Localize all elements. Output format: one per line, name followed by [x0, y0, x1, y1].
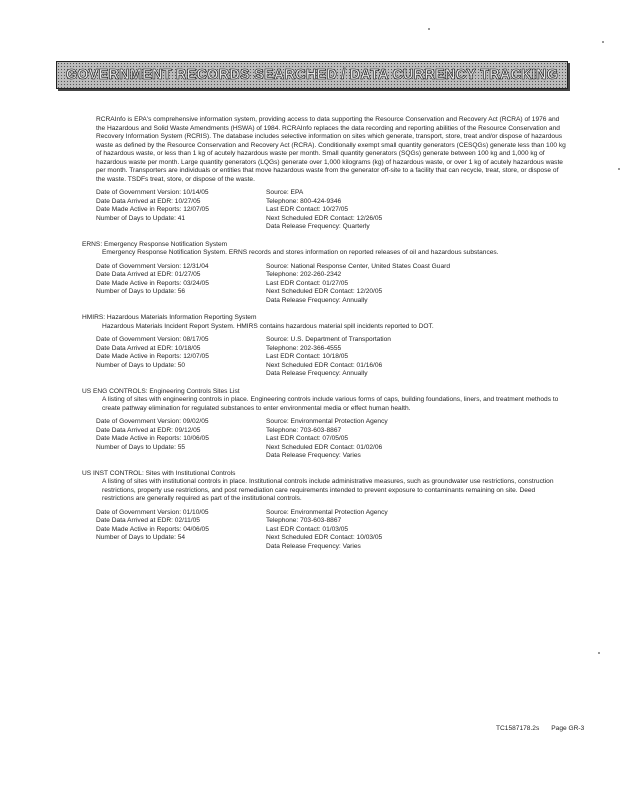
- last-contact: Last EDR Contact: 01/27/05: [266, 279, 349, 287]
- page-footer: [496, 725, 584, 732]
- rcra-source: [266, 189, 566, 232]
- hmirs-heading: HMIRS: Hazardous Materials Information Reporting System: [82, 314, 257, 321]
- last-contact: Last EDR Contact: 10/18/05: [266, 353, 349, 360]
- next-contact: Next Scheduled EDR Contact: 12/26/05: [266, 214, 383, 222]
- erns-heading: ERNS: Emergency Response Notification System: [82, 240, 228, 248]
- date-arrived: Date Data Arrived at EDR: 09/12/05: [96, 426, 201, 434]
- scan-speck: [428, 28, 430, 30]
- us-eng-heading: US ENG CONTROLS: Engineering Controls Sites List: [82, 387, 240, 395]
- erns-section: [82, 240, 566, 306]
- release-frequency: Data Release Frequency: Varies: [266, 542, 361, 550]
- release-frequency: Data Release Frequency: Annually: [266, 296, 368, 304]
- telephone: Telephone: 202-260-2342: [266, 271, 342, 278]
- date-active: Date Made Active in Reports: 12/07/05: [96, 353, 209, 360]
- next-contact: Next Scheduled EDR Contact: 01/02/06: [266, 443, 383, 451]
- hmirs-source: [266, 336, 566, 379]
- us-eng-meta: [96, 418, 566, 461]
- date-arrived: Date Data Arrived at EDR: 02/11/05: [96, 517, 200, 524]
- banner-title: GOVERNMENT RECORDS SEARCHED / DATA CURRENCY TRACKING: [65, 67, 559, 83]
- page-number: Page GR-3: [551, 725, 585, 732]
- days-to-update: Number of Days to Update: 50: [96, 361, 186, 369]
- source: Source: National Response Center, United States Coast Guard: [266, 262, 450, 270]
- rcra-dates: [96, 189, 266, 232]
- rcra-section: [96, 116, 566, 232]
- release-frequency: Data Release Frequency: Varies: [266, 452, 361, 459]
- report-id: TC1587178.2s: [496, 725, 540, 732]
- telephone: Telephone: 202-366-4555: [266, 344, 342, 352]
- source: Source: EPA: [266, 189, 304, 196]
- date-arrived: Date Data Arrived at EDR: 01/27/05: [96, 271, 201, 278]
- next-contact: Next Scheduled EDR Contact: 10/03/05: [266, 534, 383, 541]
- government-version: Date of Government Version: 01/10/05: [96, 508, 209, 516]
- hmirs-meta: [96, 336, 566, 379]
- government-version: Date of Government Version: 12/31/04: [96, 262, 209, 270]
- next-contact: Next Scheduled EDR Contact: 01/16/06: [266, 361, 383, 369]
- source: Source: U.S. Department of Transportation: [266, 336, 391, 343]
- telephone: Telephone: 800-424-9346: [266, 197, 342, 205]
- source: Source: Environmental Protection Agency: [266, 418, 388, 425]
- days-to-update: Number of Days to Update: 56: [96, 288, 186, 295]
- date-active: Date Made Active in Reports: 10/06/05: [96, 435, 209, 442]
- government-version: Date of Government Version: 08/17/05: [96, 336, 209, 343]
- days-to-update: Number of Days to Update: 54: [96, 534, 186, 541]
- us-eng-dates: [96, 418, 266, 461]
- date-arrived: Date Data Arrived at EDR: 10/27/05: [96, 197, 201, 205]
- scan-speck: [618, 168, 620, 170]
- rcra-description: RCRAInfo is EPA's comprehensive information system, providing access to data supporting the Resource Conservation and Recovery Act (RCRA) of 1976 and the Hazardous and Solid Waste Amendments (HSWA) of 1984. RCRAInfo replaces the data recording and reporting abilities of the Resource Conservation and Recovery Information System (RCRIS). The database includes selective information on sites which generate, transport, store, treat and/or dispose of hazardous waste as defined by the Resource Conservation and Recovery Act (RCRA). Conditionally exempt small quantity generators (CESQGs) generate less than 100 kg of hazardous waste, or less than 1 kg of acutely hazardous waste per month. Small quantity generators (SQGs) generate between 100 kg and 1,000 kg of hazardous waste per month. Large quantity generators (LQGs) generate over 1,000 kilograms (kg) of hazardous waste, or over 1 kg of acutely hazardous waste per month. Transporters are individuals or entities that move hazardous waste from the generator off-site to a facility that can recycle, treat, store, or dispose of the waste. TSDFs treat, store, or dispose of the waste.: [96, 116, 566, 183]
- us-eng-source: [266, 418, 566, 461]
- us-inst-meta: [96, 509, 566, 552]
- erns-description: Emergency Response Notification System. ERNS records and stores information on reported releases of oil and hazardous substances.: [102, 249, 499, 256]
- next-contact: Next Scheduled EDR Contact: 12/20/05: [266, 288, 383, 295]
- release-frequency: Data Release Frequency: Annually: [266, 370, 368, 377]
- us-eng-section: [82, 387, 566, 461]
- us-inst-description: A listing of sites with institutional controls in place. Institutional controls include administrative measures, such as groundwater use restrictions, construction restrictions, property use restrictions, and post remediation care requirements intended to prevent exposure to contaminants remaining on site. Deed restrictions are generally required as part of the institutional controls.: [102, 478, 554, 502]
- records-content: [82, 116, 566, 551]
- last-contact: Last EDR Contact: 07/05/05: [266, 435, 349, 442]
- government-version: Date of Government Version: 09/02/05: [96, 418, 209, 425]
- us-inst-dates: [96, 509, 266, 552]
- government-version: Date of Government Version: 10/14/05: [96, 189, 209, 196]
- date-arrived: Date Data Arrived at EDR: 10/18/05: [96, 344, 201, 352]
- section-banner: [56, 61, 568, 89]
- us-eng-description: A listing of sites with engineering controls in place. Engineering controls include various forms of caps, building foundations, liners, and treatment methods to create pathway elimination for regulated substances to enter environmental media or effect human health.: [102, 396, 559, 412]
- days-to-update: Number of Days to Update: 41: [96, 214, 186, 222]
- telephone: Telephone: 703-603-8867: [266, 517, 342, 524]
- erns-dates: [96, 263, 266, 306]
- hmirs-dates: [96, 336, 266, 379]
- hmirs-section: [82, 314, 566, 379]
- last-contact: Last EDR Contact: 10/27/05: [266, 206, 349, 213]
- hmirs-description: Hazardous Materials Incident Report System. HMIRS contains hazardous material spill incidents reported to DOT.: [102, 322, 434, 330]
- erns-meta: [96, 263, 566, 306]
- release-frequency: Data Release Frequency: Quarterly: [266, 223, 370, 230]
- rcra-meta: [96, 189, 566, 232]
- erns-source: [266, 263, 566, 306]
- us-inst-source: [266, 509, 566, 552]
- scan-speck: [602, 41, 604, 43]
- telephone: Telephone: 703-603-8867: [266, 426, 342, 434]
- source: Source: Environmental Protection Agency: [266, 508, 388, 516]
- date-active: Date Made Active in Reports: 03/24/05: [96, 279, 209, 287]
- scan-speck: [598, 652, 600, 654]
- last-contact: Last EDR Contact: 01/03/05: [266, 525, 349, 533]
- date-active: Date Made Active in Reports: 04/06/05: [96, 525, 209, 533]
- us-inst-heading: US INST CONTROL: Sites with Institutional Controls: [82, 469, 236, 477]
- us-inst-section: [82, 469, 566, 552]
- date-active: Date Made Active in Reports: 12/07/05: [96, 206, 209, 213]
- days-to-update: Number of Days to Update: 55: [96, 443, 186, 451]
